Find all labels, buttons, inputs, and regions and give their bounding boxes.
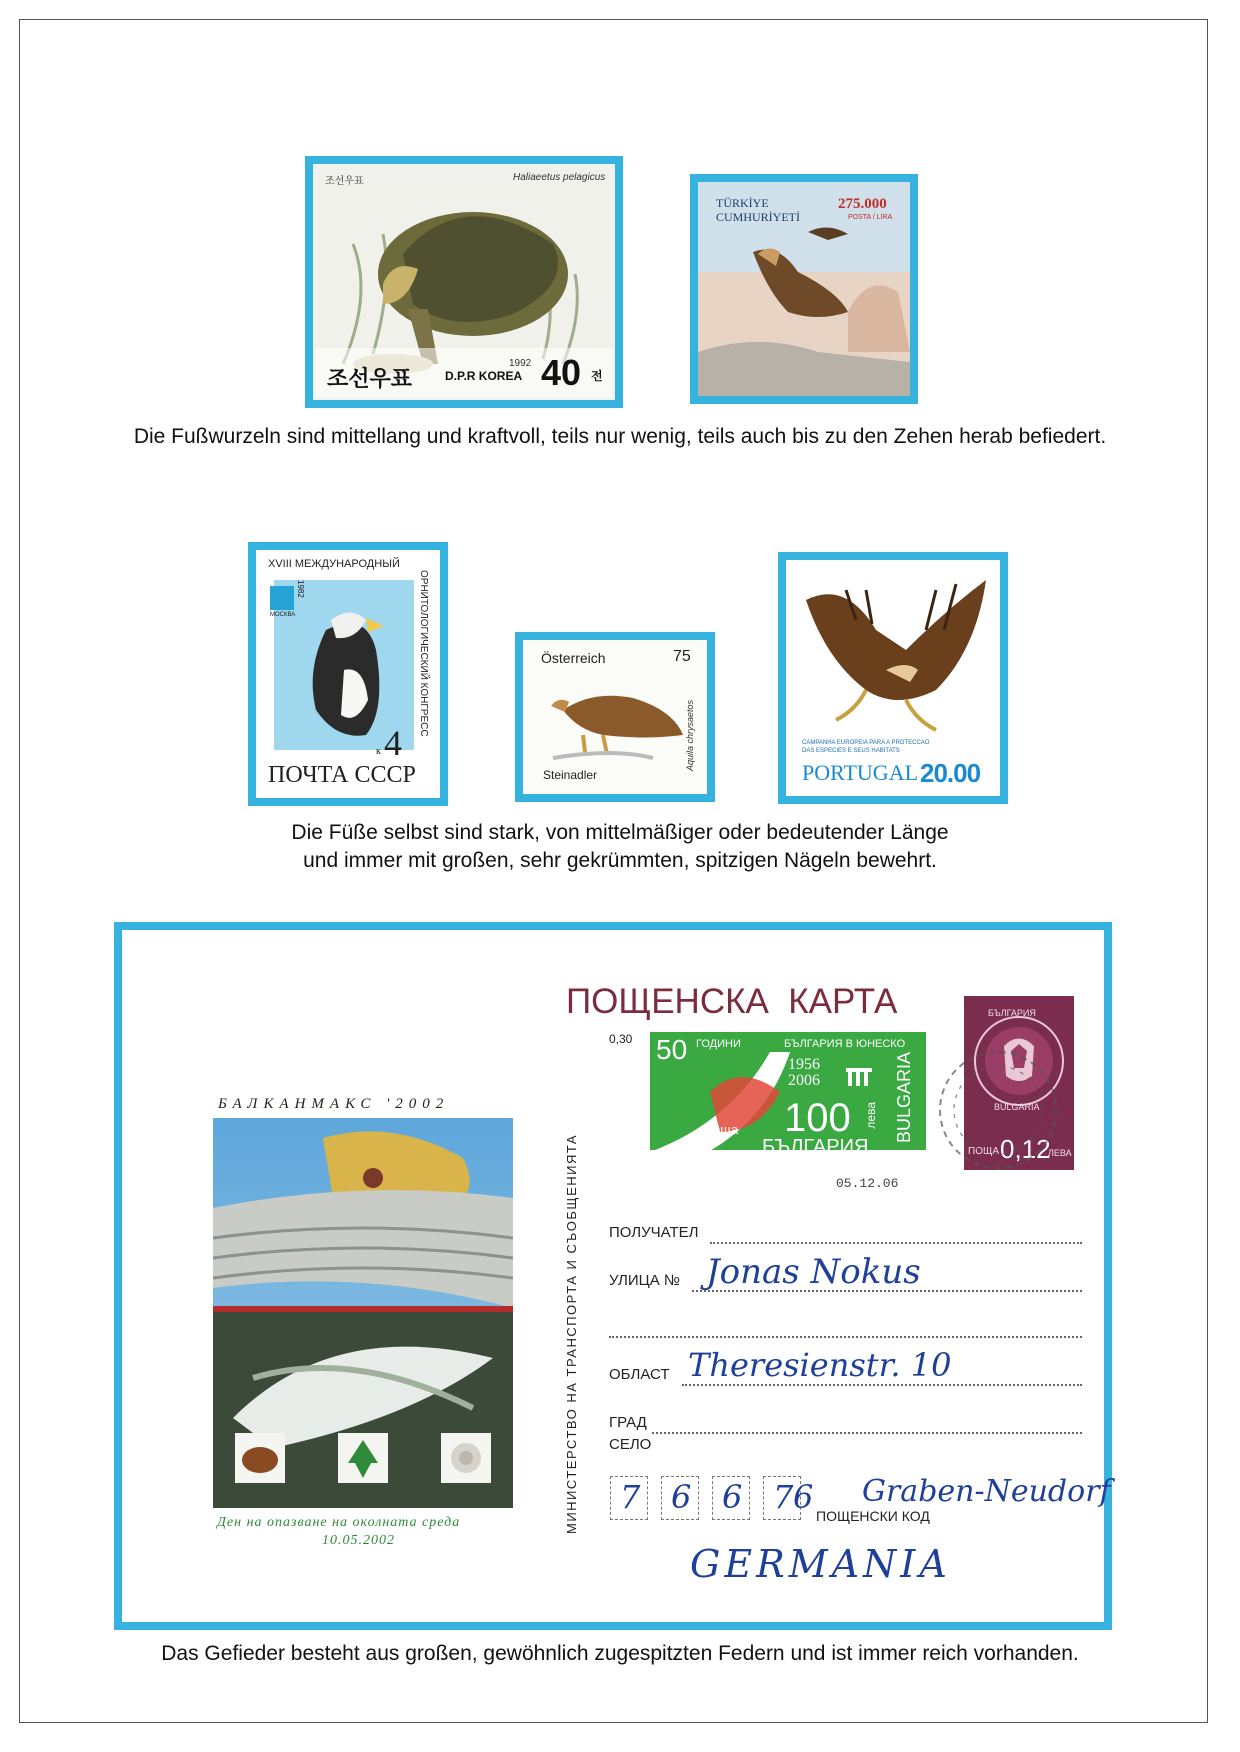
stamp-ussr-mount (248, 542, 448, 806)
stamp-ussr (256, 550, 440, 798)
stamp-korea (313, 164, 615, 400)
stamp-turkey-country-line1: TÜRKİYE (716, 196, 769, 210)
field-recipient-line (710, 1242, 1082, 1244)
field-recipient-label: ПОЛУЧАТЕЛ (609, 1224, 699, 1241)
handwritten-street: Theresienstr. 10 (688, 1346, 952, 1384)
postcard-mount (114, 922, 1112, 1630)
field-city-label: ГРАД (609, 1414, 647, 1431)
stamp-korea-currency: 전 (591, 369, 603, 383)
stamp-austria-value: 75 (673, 648, 691, 665)
indicium-posta: ПОЩА (968, 1146, 1000, 1157)
caption-feet-line1: Die Füße selbst sind stark, von mittelmäßiger oder bedeutender Länge (291, 821, 949, 844)
unesco-stamp-years: 50 (656, 1034, 688, 1065)
stamp-turkey-subvalue: POSTA / LİRA (848, 214, 893, 221)
stamp-portugal-value: 20.00 (920, 758, 981, 788)
handwritten-country: GERMANIA (690, 1542, 951, 1586)
stamp-austria-mount (515, 632, 715, 802)
unesco-stamp-value: 100 (784, 1096, 851, 1140)
indicium-country-latin: BULGARIA (994, 1102, 1040, 1112)
stamp-austria-name: Steinadler (543, 768, 598, 782)
postcode-digit-1: 7 (620, 1478, 641, 1516)
unesco-stamp-to: 2006 (788, 1072, 820, 1089)
stamp-ussr-year: 1982 (296, 580, 305, 598)
stamp-austria (523, 640, 707, 794)
stamp-ussr-value: 4 (384, 723, 402, 763)
stamp-korea-value: 40 (541, 352, 582, 393)
handwritten-city: Graben-Neudorf (862, 1474, 1111, 1509)
stamp-ussr-side: ОРНИТОЛОГИЧЕСКИЙ КОНГРЕСС (418, 570, 429, 737)
indicium-country: БЪЛГАРИЯ (988, 1008, 1036, 1018)
stamp-korea-year: 1992 (509, 358, 532, 369)
stamp-korea-mount (305, 156, 623, 408)
unesco-stamp-posta: поща (706, 1122, 739, 1137)
stamp-turkey-mount (690, 174, 918, 404)
stamp-portugal-line1: CAMPANHA EUROPEIA PARA A PROTECCAO (802, 740, 930, 746)
stamp-portugal-country: PORTUGAL (802, 760, 919, 785)
postcard-left-caption-line2: 10.05.2002 (322, 1533, 395, 1548)
caption-feet-tarsus: Die Fußwurzeln sind mittellang und kraftvoll, teils nur wenig, teils auch bis zu den Zehen herab befiedert. (133, 425, 1107, 448)
postcard (122, 930, 1111, 1622)
postcard-pelican-image (213, 1118, 513, 1508)
unesco-stamp-from: 1956 (788, 1056, 820, 1073)
stamp-turkey-country-line2: CUMHURİYETİ (716, 210, 800, 224)
postcard-ministry: МИНИСТЕРСТВО НА ТРАНСПОРТА И СЪОБЩЕНИЯТА (564, 1133, 579, 1534)
stamp-portugal-line2: DAS ESPECIES E SEUS HABITATS (802, 748, 900, 754)
field-village-label: СЕЛО (609, 1436, 652, 1453)
stamp-ussr-unit: к (376, 746, 381, 757)
stamp-korea-header: 조선우표 (325, 176, 364, 187)
postcard-left-caption-line1: Ден на опазване на околната среда (217, 1515, 461, 1530)
field-region-label: ОБЛАСТ (609, 1366, 670, 1383)
field-extra-line (609, 1336, 1082, 1338)
stamp-portugal-mount (778, 552, 1008, 804)
field-region-line (682, 1384, 1082, 1386)
unesco-stamp-years-label: ГОДИНИ (696, 1038, 741, 1050)
handwritten-name: Jonas Nokus (706, 1252, 921, 1292)
stamp-korea-script: 조선우표 (327, 366, 413, 391)
postcode-digit-4: 7 (773, 1478, 794, 1516)
stamp-korea-country: D.P.R KOREA (445, 369, 523, 383)
stamp-ussr-art (256, 550, 440, 798)
stamp-ussr-city: МОСКВА (270, 612, 296, 618)
unesco-stamp-country-latin: BULGARIA (894, 1052, 914, 1144)
postmark (888, 1040, 1068, 1200)
stamp-turkey (698, 182, 910, 396)
caption-feet-line2: und immer mit großen, sehr gekrümmten, spitzigen Nägeln bewehrt. (303, 849, 937, 872)
unesco-stamp-country: БЪЛГАРИЯ (762, 1136, 869, 1158)
postcard-title: ПОЩЕНСКА КАРТА (566, 982, 898, 1021)
stamp-portugal (786, 560, 1000, 796)
field-street-label: УЛИЦА № (609, 1272, 681, 1289)
stamp-korea-species: Haliaeetus pelagicus (513, 172, 606, 183)
unesco-stamp-value-unit: лева (864, 1102, 878, 1129)
indicium-value: 0,12 (1000, 1134, 1051, 1164)
field-city-line (652, 1432, 1082, 1434)
postcode-digit-3: 6 (722, 1478, 743, 1516)
postcard-left-title: БАЛКАНМАКС '2002 (218, 1096, 450, 1112)
postcard-price: 0,30 (609, 1032, 633, 1046)
indicium-unit: ЛЕВА (1048, 1148, 1072, 1158)
postcode-digit-5: 6 (793, 1478, 814, 1516)
caption-plumage: Das Gefieder besteht aus großen, gewöhnlich zugespitzten Federn und ist immer reich vorhanden. (161, 1642, 1079, 1665)
stamp-ussr-country: ПОЧТА СССР (268, 762, 416, 788)
postcode-digit-2: 6 (671, 1478, 692, 1516)
unesco-stamp-heading: БЪЛГАРИЯ В ЮНЕСКО (784, 1038, 906, 1050)
stamp-ussr-line1: XVIII МЕЖДУНАРОДНЫЙ (268, 558, 400, 570)
stamp-austria-country: Österreich (541, 650, 606, 666)
stamp-turkey-value: 275.000 (838, 196, 887, 212)
field-postcode-label: ПОЩЕНСКИ КОД (816, 1508, 930, 1524)
postmark-date: 05.12.06 (836, 1176, 899, 1191)
unesco-stamp (650, 1032, 926, 1172)
stamp-austria-latin: Aquila chrysaetos (685, 700, 695, 772)
